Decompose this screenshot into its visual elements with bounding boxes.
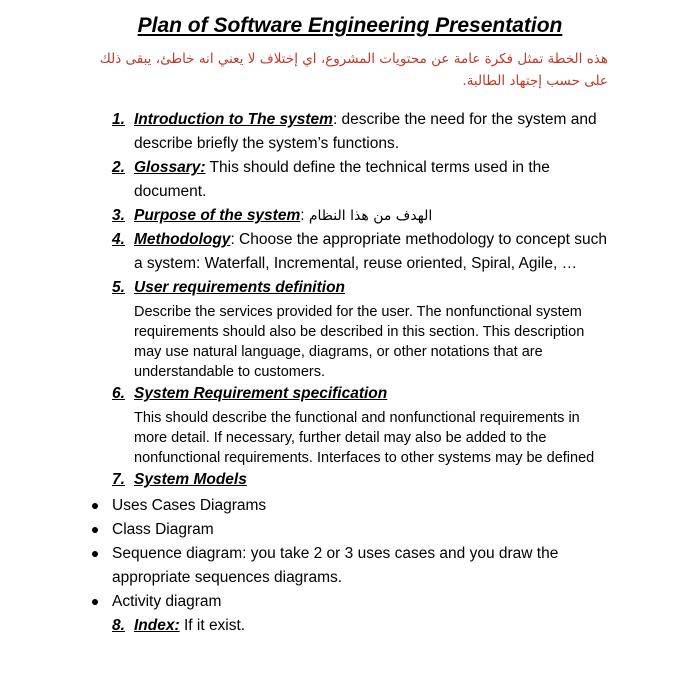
plan-item-system-requirements	[112, 382, 612, 468]
item-number: 7.	[112, 471, 125, 488]
item-paragraph: Describe the services provided for the user. The nonfunctional system requirements should also be described in this section. This description may use natural language, diagrams, or other notations that are understandable to customers.	[134, 304, 585, 380]
plan-list	[112, 108, 612, 638]
bullet-icon	[92, 599, 98, 605]
item-number: 6.	[112, 385, 125, 402]
bullet-item	[90, 590, 612, 614]
item-heading: System Models	[134, 471, 247, 488]
bullet-text: Activity diagram	[112, 593, 222, 610]
plan-item-purpose	[112, 204, 612, 228]
item-heading: User requirements definition	[134, 279, 346, 296]
bullet-item	[90, 542, 612, 590]
bullet-icon	[92, 527, 98, 533]
plan-item-user-requirements	[112, 276, 612, 382]
item-number: 3.	[112, 207, 125, 224]
item-number: 5.	[112, 279, 125, 296]
item-heading: Methodology	[134, 231, 231, 248]
item-heading: Purpose of the system	[134, 207, 301, 224]
item-text: This should define the technical terms used in the document.	[134, 159, 550, 200]
page-title: Plan of Software Engineering Presentation	[137, 14, 563, 37]
bullet-icon	[92, 551, 98, 557]
bullet-icon	[92, 503, 98, 509]
plan-item-methodology	[112, 228, 612, 276]
system-models-bullets	[90, 494, 612, 614]
bullet-text: Class Diagram	[112, 521, 214, 538]
item-heading: System Requirement specification	[134, 385, 388, 402]
bullet-text: Uses Cases Diagrams	[112, 497, 267, 514]
bullet-item	[90, 494, 612, 518]
plan-item-introduction	[112, 108, 612, 156]
item-number: 8.	[112, 617, 125, 634]
item-arabic-text: الهدف من هذا النظام	[308, 208, 433, 224]
item-text: :	[300, 207, 309, 224]
plan-item-glossary	[112, 156, 612, 204]
item-number: 2.	[112, 159, 125, 176]
item-number: 4.	[112, 231, 125, 248]
item-heading: Index:	[134, 617, 180, 634]
bullet-text: Sequence diagram: you take 2 or 3 uses cases and you draw the appropriate sequences diagrams.	[112, 545, 559, 586]
arabic-note: هذه الخطة تمثل فكرة عامة عن محتويات المشروع، اي إختلاف لا يعني انه خاطئ، يبقى ذلك على حسب إجتهاد الطالبة.	[99, 51, 608, 89]
plan-item-index	[112, 614, 612, 638]
item-text: If it exist.	[179, 617, 246, 634]
plan-item-system-models	[112, 468, 612, 492]
item-number: 1.	[112, 111, 125, 128]
item-paragraph: This should describe the functional and nonfunctional requirements in more detail. If necessary, further detail may also be added to the nonfunctional requirements. Interfaces to other systems may be defined	[134, 410, 595, 466]
item-heading: Glossary:	[134, 159, 206, 176]
bullet-item	[90, 518, 612, 542]
item-text: : Choose the appropriate methodology to concept such a system: Waterfall, Incremental, reuse oriented, Spiral, Agile, …	[134, 231, 607, 272]
item-heading: Introduction to The system	[134, 111, 333, 128]
item-text: : describe the need for the system and describe briefly the system’s functions.	[134, 111, 597, 152]
